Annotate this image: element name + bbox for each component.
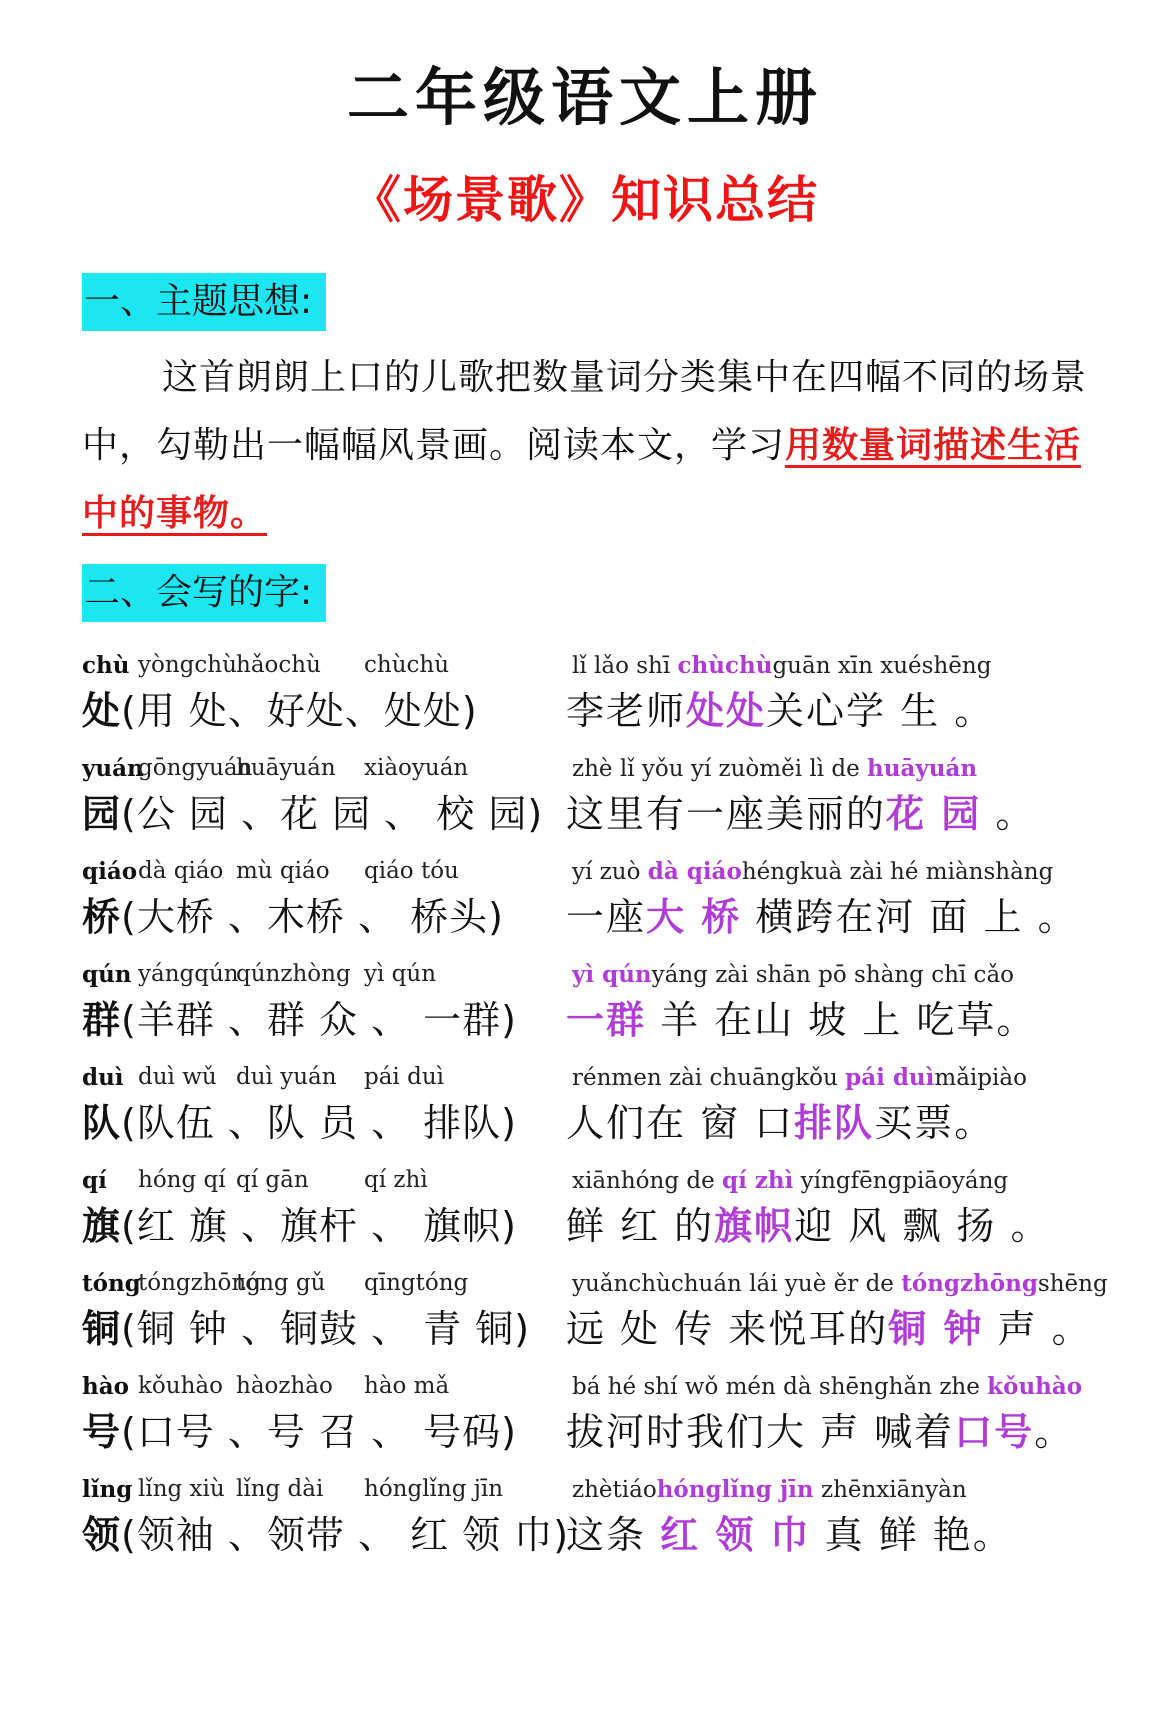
page-title: 二年级语文上册 bbox=[346, 61, 823, 134]
sentence-pinyin bbox=[572, 652, 991, 679]
character-entry bbox=[0, 858, 1170, 954]
example-sentence bbox=[566, 783, 1035, 838]
word-pinyin: kǒuhào bbox=[138, 1373, 223, 1399]
word-pinyin: qúnzhòng bbox=[236, 961, 351, 987]
character: 处 bbox=[82, 689, 122, 733]
sentence-pinyin-before: zhètiáo bbox=[572, 1477, 657, 1503]
character-words bbox=[82, 783, 543, 838]
sentence-before: 人们在 窗 口 bbox=[566, 1101, 795, 1145]
section-heading-theme: 一、主题思想: bbox=[82, 273, 326, 331]
word-pinyin: qí gān bbox=[236, 1167, 309, 1193]
sentence-after: 声 。 bbox=[983, 1307, 1092, 1351]
sentence-after: 真 鲜 艳。 bbox=[810, 1513, 1013, 1557]
sentence-pinyin bbox=[572, 1167, 1008, 1194]
sentence-pinyin-after: mǎipiào bbox=[934, 1065, 1027, 1091]
example-sentence bbox=[566, 1401, 1074, 1456]
character-pinyin: qún bbox=[82, 961, 132, 988]
character-entry bbox=[0, 1167, 1170, 1263]
character-pinyin: hào bbox=[82, 1373, 129, 1400]
sentence-pinyin-after: héngkuà zài hé miànshàng bbox=[741, 859, 1054, 885]
sentence-before: 鲜 红 的 bbox=[566, 1204, 715, 1248]
sentence-pinyin-keyword: kǒuhào bbox=[987, 1373, 1083, 1400]
word-pinyin: hónglǐng jīn bbox=[364, 1476, 504, 1502]
sentence-after: 。 bbox=[981, 792, 1036, 836]
character-words bbox=[82, 1504, 569, 1559]
sentence-after: 羊 在山 坡 上 吃草。 bbox=[646, 998, 1037, 1042]
character: 队 bbox=[82, 1101, 122, 1145]
character-pinyin: lǐng bbox=[82, 1476, 133, 1503]
sentence-pinyin-keyword: chùchù bbox=[677, 652, 773, 679]
sentence-keyword: 排队 bbox=[794, 1101, 875, 1145]
word-pinyin: chùchù bbox=[364, 652, 450, 678]
sentence-keyword: 处处 bbox=[686, 689, 767, 733]
word-pinyin: lǐng dài bbox=[236, 1476, 324, 1502]
sentence-before: 这里有一座美丽的 bbox=[566, 792, 887, 836]
sentence-before: 拔河时我们大 声 喊着 bbox=[566, 1410, 955, 1454]
sentence-pinyin-keyword: huāyuán bbox=[867, 755, 978, 782]
sentence-pinyin bbox=[572, 961, 1014, 988]
character: 旗 bbox=[82, 1204, 122, 1248]
character-words bbox=[82, 886, 504, 941]
sentence-pinyin-keyword: hónglǐng jīn bbox=[656, 1476, 814, 1503]
character-pinyin: qiáo bbox=[82, 858, 138, 885]
sentence-keyword: 铜 钟 bbox=[888, 1307, 984, 1351]
word-pinyin: qiáo tóu bbox=[364, 858, 459, 884]
word-pinyin: tóngzhōng bbox=[138, 1270, 261, 1296]
word-list: (羊群 、群 众 、 一群) bbox=[121, 998, 517, 1042]
sentence-pinyin-keyword: yì qún bbox=[572, 961, 652, 988]
word-pinyin: huāyuán bbox=[236, 755, 336, 781]
word-pinyin: hào mǎ bbox=[364, 1373, 450, 1399]
word-pinyin: duì yuán bbox=[236, 1064, 337, 1090]
word-list: (领袖 、领带 、 红 领 巾) bbox=[121, 1513, 570, 1557]
word-pinyin: yángqún bbox=[138, 961, 239, 987]
sentence-keyword: 红 领 巾 bbox=[660, 1513, 811, 1557]
character: 铜 bbox=[82, 1307, 122, 1351]
sentence-pinyin-after: guān xīn xuéshēng bbox=[772, 653, 992, 679]
word-pinyin: dà qiáo bbox=[138, 858, 224, 884]
sentence-pinyin-keyword: pái duì bbox=[845, 1064, 935, 1091]
word-pinyin: duì wǔ bbox=[138, 1064, 217, 1090]
sentence-pinyin-keyword: tóngzhōng bbox=[901, 1270, 1038, 1297]
theme-emphasis: 用数量词描述生活中的事物。 bbox=[82, 425, 1082, 534]
sentence-pinyin-before: bá hé shí wǒ mén dà shēnghǎn zhe bbox=[572, 1374, 988, 1400]
character-entry bbox=[0, 1476, 1170, 1572]
sentence-before: 这条 bbox=[566, 1513, 661, 1557]
word-pinyin: xiàoyuán bbox=[364, 755, 469, 781]
sentence-keyword: 一群 bbox=[566, 998, 647, 1042]
sentence-pinyin-before: zhè lǐ yǒu yí zuòměi lì de bbox=[572, 756, 868, 782]
character: 号 bbox=[82, 1410, 122, 1454]
sentence-pinyin bbox=[572, 1373, 1082, 1400]
theme-paragraph bbox=[82, 344, 1092, 548]
word-pinyin: qí zhì bbox=[364, 1167, 428, 1193]
sentence-keyword: 花 园 bbox=[886, 792, 982, 836]
sentence-pinyin-after: yáng zài shān pō shàng chī cǎo bbox=[651, 962, 1015, 988]
word-list: (公 园 、花 园 、 校 园) bbox=[121, 792, 544, 836]
character-words bbox=[82, 1092, 517, 1147]
sentence-after: 。 bbox=[1034, 1410, 1075, 1454]
word-pinyin: lǐng xiù bbox=[138, 1476, 225, 1502]
sentence-pinyin bbox=[572, 1270, 1108, 1297]
character-words bbox=[82, 989, 517, 1044]
character-entry bbox=[0, 961, 1170, 1057]
example-sentence bbox=[566, 1504, 1013, 1559]
character: 领 bbox=[82, 1513, 122, 1557]
sentence-before: 远 处 传 来悦耳的 bbox=[566, 1307, 889, 1351]
word-list: (红 旗 、旗杆 、 旗帜) bbox=[121, 1204, 517, 1248]
character-entry bbox=[0, 755, 1170, 851]
word-pinyin: tóng gǔ bbox=[236, 1270, 326, 1296]
word-list: (队伍 、队 员 、 排队) bbox=[121, 1101, 517, 1145]
example-sentence bbox=[566, 1092, 994, 1147]
sentence-before: 李老师 bbox=[566, 689, 687, 733]
word-pinyin: qīngtóng bbox=[364, 1270, 469, 1296]
sentence-pinyin-before: yí zuò bbox=[572, 859, 648, 885]
sentence-pinyin-after: yíngfēngpiāoyáng bbox=[793, 1168, 1009, 1194]
sentence-pinyin-before: lǐ lǎo shī bbox=[572, 653, 678, 679]
sentence-pinyin bbox=[572, 755, 977, 782]
character-words bbox=[82, 1401, 517, 1456]
sentence-keyword: 口号 bbox=[954, 1410, 1035, 1454]
sentence-keyword: 大 桥 bbox=[646, 895, 742, 939]
example-sentence bbox=[566, 1195, 1051, 1250]
sentence-keyword: 旗帜 bbox=[714, 1204, 795, 1248]
character-pinyin: duì bbox=[82, 1064, 124, 1091]
word-pinyin: hàozhào bbox=[236, 1373, 333, 1399]
page-subtitle: 《场景歌》知识总结 bbox=[351, 171, 819, 229]
character-entry bbox=[0, 1270, 1170, 1366]
word-pinyin: gōngyuán bbox=[138, 755, 253, 781]
sentence-pinyin-before: rénmen zài chuāngkǒu bbox=[572, 1065, 846, 1091]
sentence-before: 一座 bbox=[566, 895, 647, 939]
character-pinyin: tóng bbox=[82, 1270, 141, 1297]
character-pinyin: chù bbox=[82, 652, 130, 679]
character-pinyin: yuán bbox=[82, 755, 144, 782]
sentence-pinyin-keyword: qí zhì bbox=[722, 1167, 794, 1194]
sentence-after: 关心学 生 。 bbox=[766, 689, 995, 733]
section-heading-writing: 二、会写的字: bbox=[82, 564, 326, 622]
character-pinyin: qí bbox=[82, 1167, 107, 1194]
character-entry bbox=[0, 1373, 1170, 1469]
character-entry bbox=[0, 652, 1170, 748]
character: 园 bbox=[82, 792, 122, 836]
sentence-pinyin bbox=[572, 1476, 967, 1503]
sentence-pinyin bbox=[572, 1064, 1027, 1091]
sentence-after: 横跨在河 面 上 。 bbox=[741, 895, 1078, 939]
character-words bbox=[82, 680, 478, 735]
word-list: (铜 钟 、铜鼓 、 青 铜) bbox=[121, 1307, 531, 1351]
character-words bbox=[82, 1298, 530, 1353]
sentence-pinyin-after: shēng bbox=[1037, 1271, 1108, 1297]
example-sentence bbox=[566, 680, 994, 735]
character-entry bbox=[0, 1064, 1170, 1160]
word-list: (大桥 、木桥 、 桥头) bbox=[121, 895, 504, 939]
example-sentence bbox=[566, 1298, 1092, 1353]
example-sentence bbox=[566, 989, 1036, 1044]
character-words bbox=[82, 1195, 517, 1250]
word-list: (口号 、号 召 、 号码) bbox=[121, 1410, 517, 1454]
word-list: (用 处、好处、处处) bbox=[121, 689, 478, 733]
word-pinyin: yì qún bbox=[364, 961, 437, 987]
sentence-pinyin-before: yuǎnchùchuán lái yuè ěr de bbox=[572, 1271, 902, 1297]
word-pinyin: pái duì bbox=[364, 1064, 444, 1090]
word-pinyin: hóng qí bbox=[138, 1167, 226, 1193]
word-pinyin: yòngchù bbox=[138, 652, 237, 678]
sentence-pinyin bbox=[572, 858, 1053, 885]
sentence-pinyin-after: zhēnxiānyàn bbox=[813, 1477, 967, 1503]
example-sentence bbox=[566, 886, 1078, 941]
word-pinyin: mù qiáo bbox=[236, 858, 330, 884]
sentence-after: 买票。 bbox=[874, 1101, 995, 1145]
character: 桥 bbox=[82, 895, 122, 939]
theme-text: 这首朗朗上口的儿歌把数量词分类集中在四幅不同的场景中，勾勒出一幅幅风景画。阅读本文，学习 bbox=[82, 357, 1088, 466]
word-pinyin: hǎochù bbox=[236, 652, 321, 678]
character: 群 bbox=[82, 998, 122, 1042]
sentence-after: 迎 风 飘 扬 。 bbox=[794, 1204, 1051, 1248]
sentence-pinyin-keyword: dà qiáo bbox=[647, 858, 742, 885]
sentence-pinyin-before: xiānhóng de bbox=[572, 1168, 723, 1194]
